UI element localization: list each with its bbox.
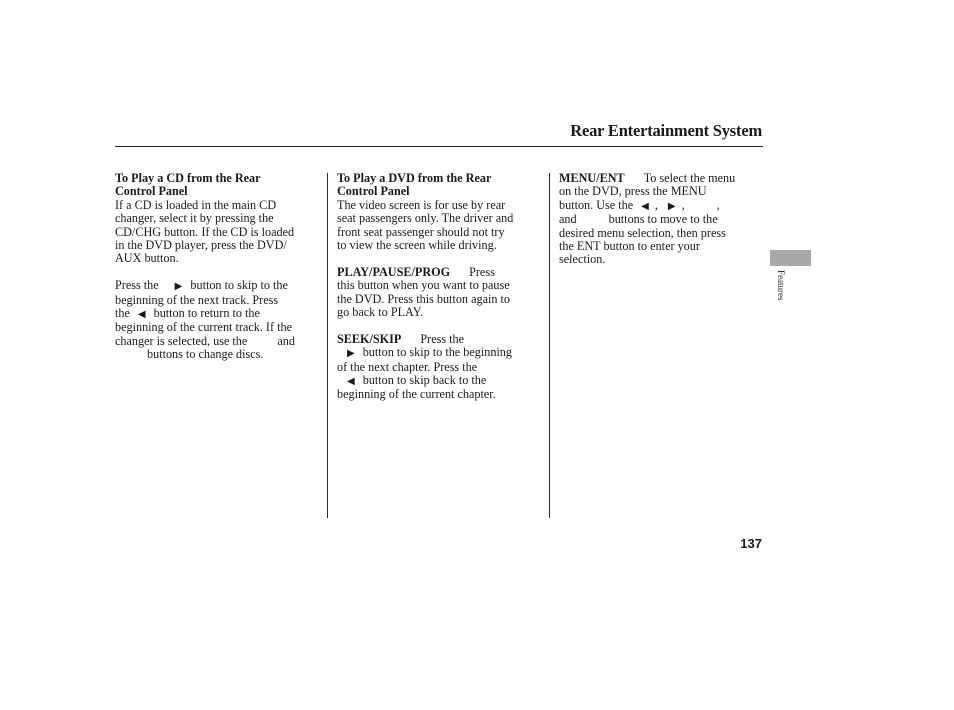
dvd-text-line: The video screen is for use by rear <box>337 197 506 212</box>
skip-back-icon: ◀ <box>137 309 146 321</box>
page-title: Rear Entertainment System <box>570 121 762 140</box>
seek-skip-term: SEEK/SKIP <box>337 331 402 346</box>
cd-text-line: If a CD is loaded in the main CD <box>115 197 277 212</box>
dvd-text-line: seat passengers only. The driver and <box>337 211 514 226</box>
page-number: 137 <box>740 536 762 551</box>
dvd-text-line: go back to PLAY. <box>337 305 423 320</box>
title-rule <box>115 146 763 147</box>
menu-ent-line <box>559 172 759 185</box>
right-arrow-icon: ▶ <box>667 200 676 212</box>
menu-text: and <box>559 212 577 227</box>
menu-text: To select the menu <box>643 171 736 185</box>
column-divider-2 <box>549 173 550 518</box>
dvd-heading-line-2: Control Panel <box>337 184 410 199</box>
cd-text: the <box>115 306 130 321</box>
dvd-text-line: to view the screen while driving. <box>337 238 497 253</box>
column-cd-playback <box>115 172 321 362</box>
menu-text: button. Use the <box>559 197 634 212</box>
dvd-text: button to skip to the beginning <box>362 345 512 360</box>
dvd-text: Press <box>469 264 495 279</box>
cd-text-line: beginning of the current track. If the <box>115 320 292 335</box>
left-arrow-icon: ◀ <box>641 200 649 212</box>
cd-text: button to return to the <box>153 306 260 321</box>
dvd-text-line: front seat passenger should not try <box>337 224 505 239</box>
menu-comma: , <box>654 197 658 212</box>
cd-text: button to skip to the <box>190 278 288 293</box>
cd-text-line: in the DVD player, press the DVD/ <box>115 238 287 253</box>
cd-text-line: AUX button. <box>115 251 179 266</box>
skip-forward-icon: ▶ <box>174 281 183 293</box>
menu-ent-term: MENU/ENT <box>559 171 625 185</box>
section-label: Features <box>776 270 786 301</box>
skip-forward-icon: ▶ <box>347 348 355 360</box>
cd-heading-line-1: To Play a CD from the Rear <box>115 171 261 185</box>
cd-text: Press the <box>115 278 159 293</box>
cd-disc-line-2 <box>115 348 321 361</box>
seek-skip-line <box>337 333 543 346</box>
menu-text: buttons to move to the <box>608 212 718 227</box>
cd-skip-line <box>115 279 321 293</box>
cd-text: changer is selected, use the <box>115 333 248 348</box>
menu-comma: , <box>716 197 720 212</box>
cd-text: and <box>277 333 295 348</box>
dvd-heading-line-1: To Play a DVD from the Rear <box>337 171 492 185</box>
cd-heading-line-2: Control Panel <box>115 184 188 199</box>
dvd-text-line: this button when you want to pause <box>337 278 510 293</box>
cd-skip-back-line <box>115 307 321 321</box>
column-divider-1 <box>327 173 328 518</box>
menu-text-line: desired menu selection, then press <box>559 225 726 240</box>
cd-text: buttons to change discs. <box>147 347 264 362</box>
menu-move-line <box>559 213 759 226</box>
play-pause-line <box>337 266 543 279</box>
menu-text-line: selection. <box>559 252 606 267</box>
cd-text-line: beginning of the next track. Press <box>115 292 279 307</box>
dvd-text-line: of the next chapter. Press the <box>337 359 478 374</box>
seek-back-line <box>337 374 543 388</box>
menu-buttons-line <box>559 199 759 213</box>
column-menu <box>559 172 759 267</box>
cd-disc-line <box>115 335 321 348</box>
dvd-text: Press the <box>420 331 465 346</box>
menu-text-line: on the DVD, press the MENU <box>559 184 707 199</box>
dvd-text-line: beginning of the current chapter. <box>337 387 496 402</box>
section-tab-marker <box>770 250 811 266</box>
dvd-text: button to skip back to the <box>362 373 487 388</box>
play-pause-term: PLAY/PAUSE/PROG <box>337 264 451 279</box>
skip-back-icon: ◀ <box>347 376 355 388</box>
dvd-text-line: the DVD. Press this button again to <box>337 291 510 306</box>
menu-text-line: the ENT button to enter your <box>559 239 700 254</box>
cd-text-line: CD/CHG button. If the CD is loaded <box>115 224 295 239</box>
cd-text-line: changer, select it by pressing the <box>115 211 274 226</box>
menu-comma: , <box>681 197 685 212</box>
column-dvd-playback <box>337 172 543 402</box>
seek-next-line <box>337 346 543 360</box>
